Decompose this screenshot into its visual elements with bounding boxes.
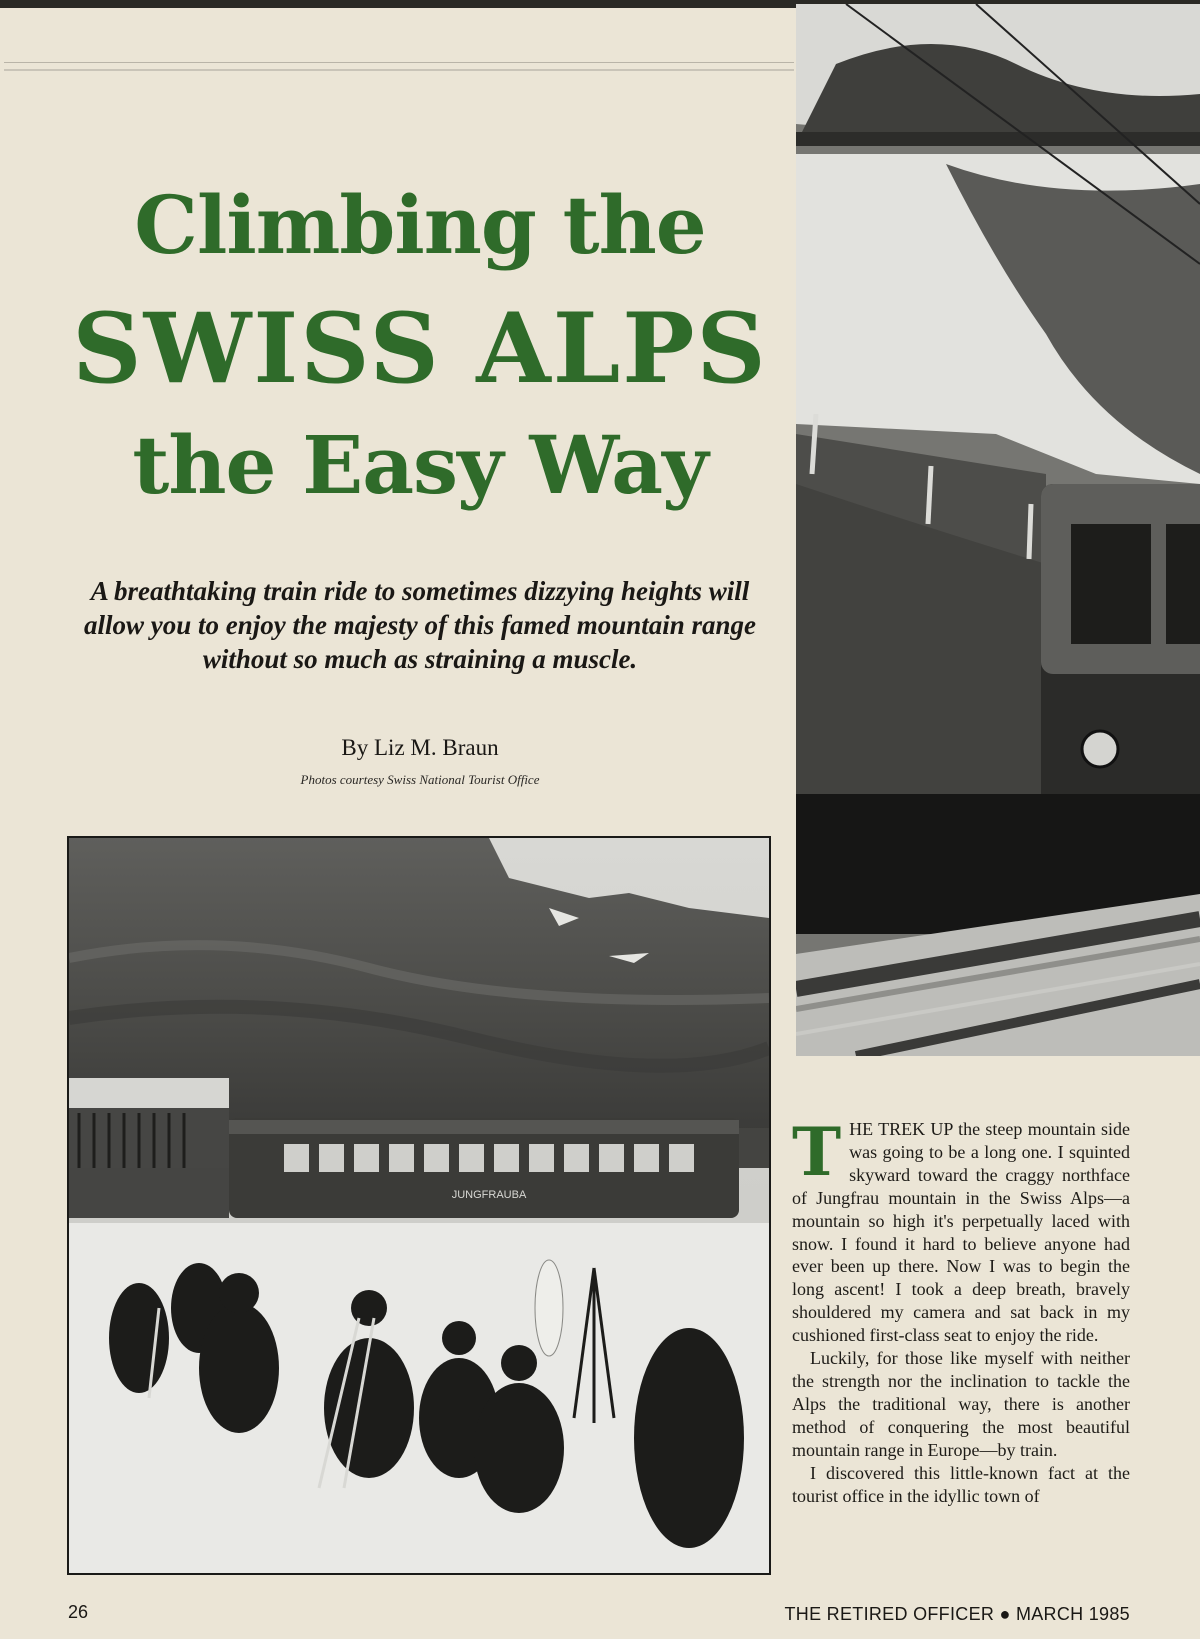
page-number: 26 — [68, 1602, 89, 1622]
lead-words: HE TREK UP — [849, 1119, 953, 1139]
header-rule — [4, 62, 794, 71]
headline-line-1: Climbing the — [134, 178, 706, 272]
train-station-photo — [67, 836, 771, 1575]
headline-line-3: the Easy Way — [132, 418, 708, 512]
headline-line-2: SWISS ALPS — [72, 292, 768, 405]
article-body — [792, 1113, 1131, 1507]
byline: By Liz M. Braun — [341, 735, 499, 760]
photo-credit: Photos courtesy Swiss National Tourist Office — [300, 772, 540, 787]
drop-cap: T — [792, 1113, 842, 1191]
article-paragraph-3: I discovered this little-known fact at the tourist office in the idyllic town of — [792, 1462, 1130, 1506]
cog-railway-illustration — [796, 4, 1200, 1056]
paragraph-1-text: the steep mountain side was going to be a long one. I squinted skyward toward the craggy northface of Jungfrau mountain in the Swiss Alps—a mountain so high it's perpetually laced with snow. I found it hard to believe anyone had ever been up there. Now I was to begin the long ascent! I took a deep breath, bravely shouldered my camera and sat back in my cushioned first-class seat to enjoy the ride. — [792, 1119, 1131, 1346]
cog-railway-photo — [796, 4, 1200, 1056]
train-station-illustration — [69, 838, 769, 1573]
article-paragraph-1 — [792, 1113, 1131, 1347]
publication-footer: THE RETIRED OFFICER ● MARCH 1985 — [784, 1604, 1130, 1624]
article-paragraph-2: Luckily, for those like myself with neither the strength nor the inclination to tackle the Alps the traditional way, there is another method of conquering the most beautiful mountain range in Europe—by train. — [792, 1348, 1130, 1460]
train-sign-text: JUNGFRAUBA — [451, 1189, 527, 1201]
article-deck: A breathtaking train ride to sometimes dizzying heights will allow you to enjoy the majesty of this famed mountain range without so much as straining a muscle. — [83, 576, 757, 674]
